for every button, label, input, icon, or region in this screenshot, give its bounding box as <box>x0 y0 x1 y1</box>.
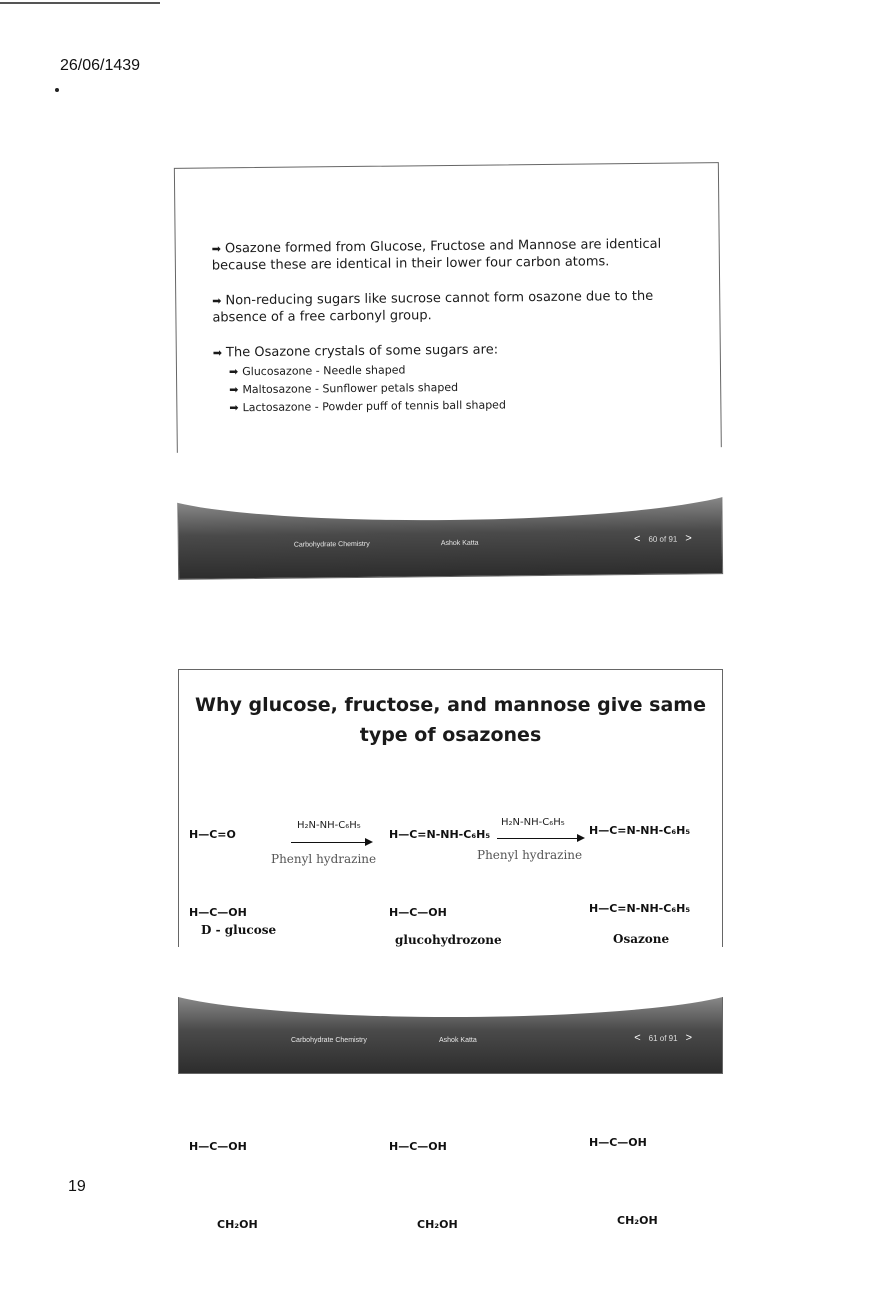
reagent-2: H₂N-NH-C₆H₅ <box>501 817 565 828</box>
arrow-icon: ➡ <box>212 294 222 308</box>
page-number: 19 <box>68 1178 86 1195</box>
slide-title: Why glucose, fructose, and mannose give same type of osazones <box>195 694 706 746</box>
reagent-1: H₂N-NH-C₆H₅ <box>297 820 361 831</box>
top-rule <box>0 2 160 4</box>
slide-footer <box>179 995 722 1073</box>
next-slide-button[interactable]: > <box>685 1032 692 1044</box>
footer-course: Carbohydrate Chemistry <box>293 540 370 549</box>
glucose-structure: H—C=O H—C—OH H—C—OH CH₂OH <box>189 828 258 1231</box>
sub-bullet-item: ➡ Lactosazone - Powder puff of tennis ball shaped <box>229 398 506 415</box>
ink-dot <box>55 88 59 92</box>
next-slide-button[interactable]: > <box>685 532 692 545</box>
glucose-label: D - glucose <box>201 923 277 937</box>
slide-counter: 61 of 91 <box>648 1033 678 1043</box>
bullet-list <box>212 235 694 417</box>
reagent-2-name: Phenyl hydrazine <box>477 848 583 862</box>
prev-slide-button[interactable]: < <box>634 1032 641 1044</box>
slide-61 <box>178 669 723 1231</box>
arrow-icon: ➡ <box>211 242 221 256</box>
sub-bullet-item: ➡ Glucosazone - Needle shaped <box>228 363 406 379</box>
footer-course: Carbohydrate Chemistry <box>291 1037 367 1044</box>
sub-bullet-list <box>229 358 694 417</box>
arrow-icon: ➡ <box>229 383 239 397</box>
footer-author: Ashok Katta <box>440 539 479 548</box>
footer-author: Ashok Katta <box>439 1037 477 1044</box>
bullet-item: ➡ Osazone formed from Glucose, Fructose and Mannose are identical because these are identical in their lower four carbon atoms. <box>211 236 662 274</box>
reagent-1-name: Phenyl hydrazine <box>271 852 377 866</box>
reaction-arrow-2 <box>497 838 583 839</box>
bullet-item: ➡ Non-reducing sugars like sucrose cannot form osazone due to the absence of a free carbonyl group. <box>212 288 654 326</box>
page-date: 26/06/1439 <box>60 57 141 74</box>
slide-nav <box>634 532 692 545</box>
arrow-icon: ➡ <box>229 401 239 415</box>
reaction-arrow-1 <box>291 842 371 843</box>
bullet-item: ➡ The Osazone crystals of some sugars are: <box>212 342 499 361</box>
arrow-icon: ➡ <box>228 365 239 379</box>
osazone-label: Osazone <box>613 932 670 946</box>
osazone-structure: H—C=N-NH-C₆H₅ H—C=N-NH-C₆H₅ H—C—OH CH₂OH <box>589 824 691 1227</box>
slide-footer <box>178 495 722 579</box>
arrow-icon: ➡ <box>212 346 223 360</box>
prev-slide-button[interactable]: < <box>633 532 641 546</box>
sub-bullet-item: ➡ Maltosazone - Sunflower petals shaped <box>229 380 459 397</box>
glucohydrazone-structure: H—C=N-NH-C₆H₅ H—C—OH H—C—OH CH₂OH <box>389 828 491 1231</box>
slide-counter: 60 of 91 <box>648 534 678 544</box>
slide-nav <box>634 1032 692 1044</box>
glucohydrazone-label: glucohydrozone <box>395 933 502 947</box>
slide-60 <box>174 162 723 580</box>
